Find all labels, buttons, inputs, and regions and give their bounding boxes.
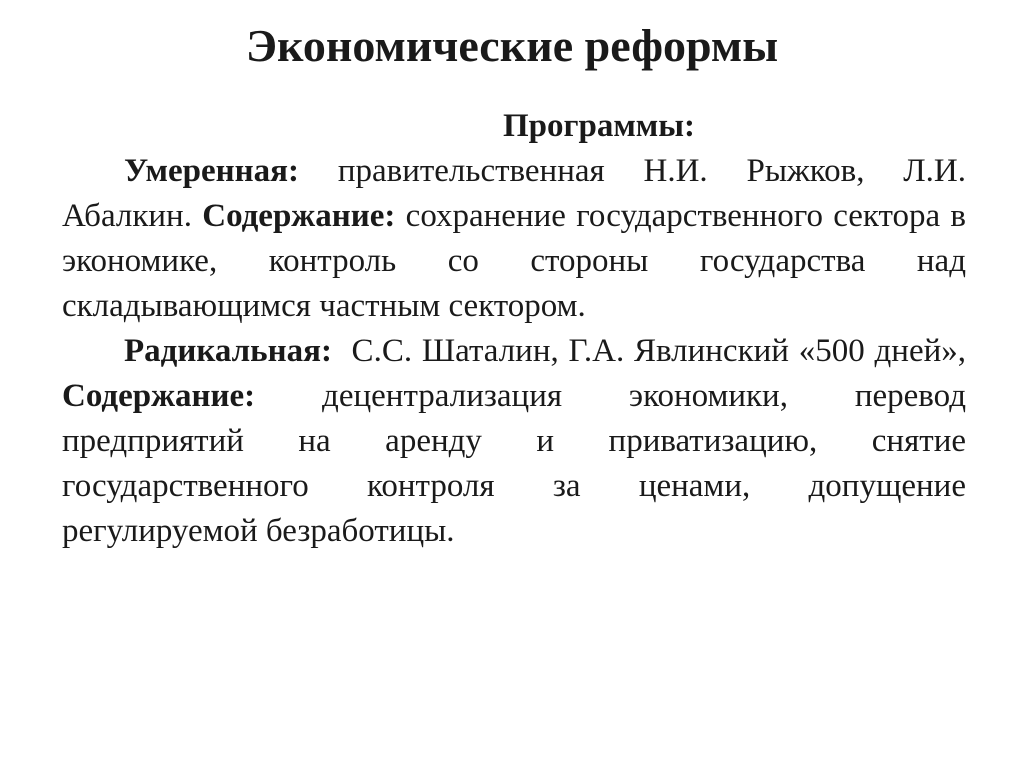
program-radical: [62, 329, 975, 554]
slide-title: Экономические реформы: [245, 20, 779, 71]
program-moderate-content-label: Содержание:: [202, 198, 396, 234]
program-radical-content: децентрализация экономики, перевод предприятий на аренду и приватизацию, снятие государственного контроля за ценами, допущение регулируемой безработицы.: [62, 378, 966, 549]
program-radical-content-label: Содержание:: [62, 378, 256, 414]
program-moderate: [62, 149, 966, 329]
program-radical-authors: С.С. Шаталин, Г.А. Явлинский «500 дней»,: [332, 333, 975, 369]
programs-heading: Программы:: [502, 108, 696, 144]
program-radical-label: Радикальная:: [124, 333, 332, 369]
program-moderate-label: Умеренная:: [124, 153, 300, 189]
slide-body: [62, 104, 975, 554]
program-moderate-authors: правительственная Н.И. Рыжков, Л.И. Абалкин.: [62, 153, 966, 234]
program-moderate-content: сохранение государственного сектора в экономике, контроль со стороны государства над складывающимся частным сектором.: [62, 198, 966, 324]
